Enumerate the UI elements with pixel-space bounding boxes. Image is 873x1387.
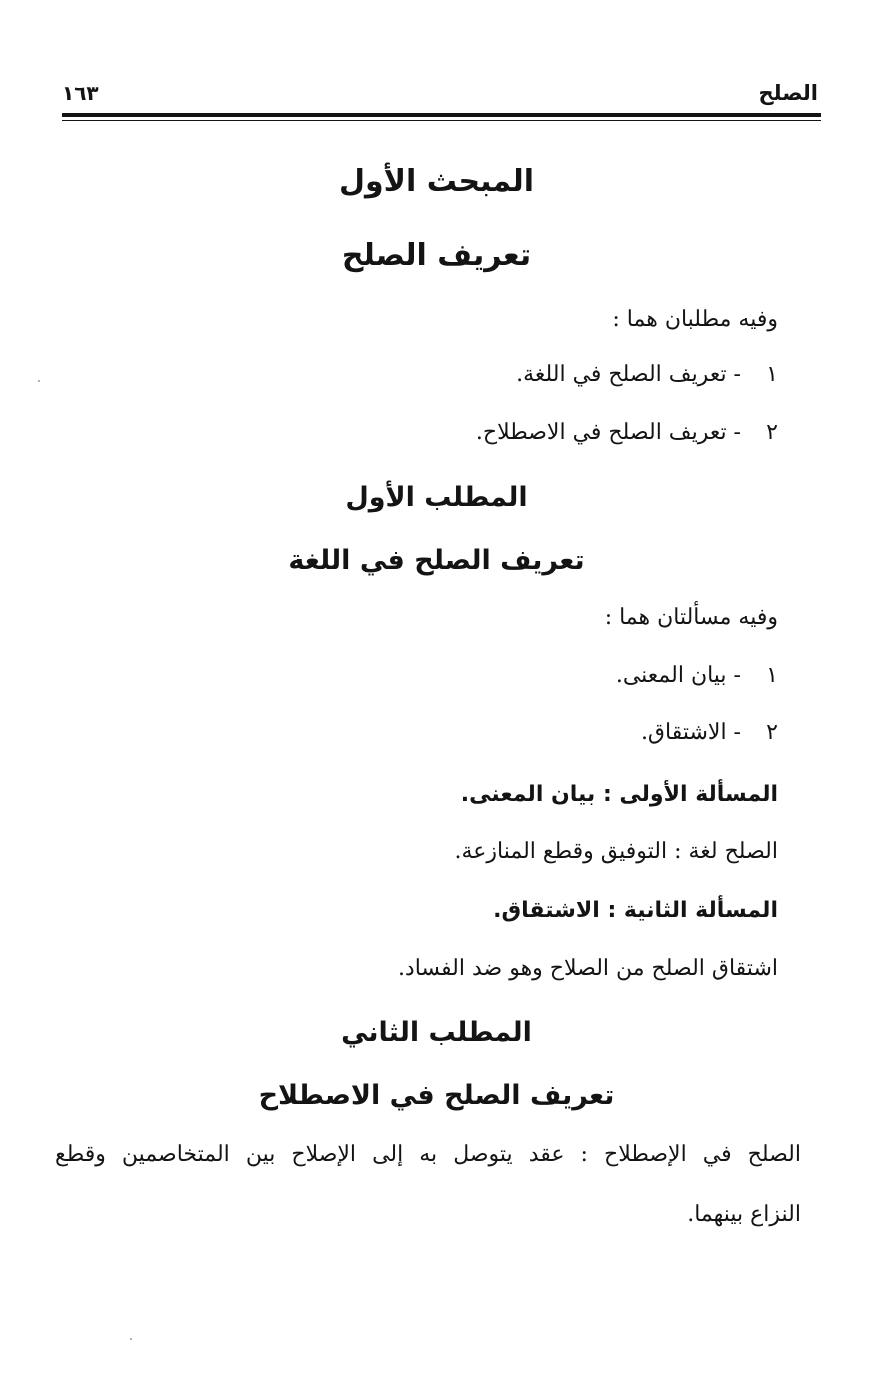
matlab1-subtitle: تعريف الصلح في اللغة [288,545,585,576]
list-item-number: ٢ [766,420,778,445]
page-number: ١٦٣ [62,81,99,105]
masala1-heading: المسألة الأولى : بيان المعنى. [460,782,778,807]
masala2-heading: المسألة الثانية : الاشتقاق. [493,898,778,923]
list-item-text: - الاشتقاق. [640,720,741,745]
list-item-text: - تعريف الصلح في اللغة. [516,362,741,387]
definition-line-1: الصلح في الإصطلاح : عقد يتوصل به إلى الإصلاح بين المتخاصمين وقطع [55,1142,801,1167]
matlab1-intro: وفيه مسألتان هما : [604,605,778,630]
definition-line-2: النزاع بينهما. [687,1202,801,1227]
masala1-text: الصلح لغة : التوفيق وقطع المنازعة. [454,839,778,864]
scan-speck [130,1338,132,1340]
matlab1-title: المطلب الأول [345,482,528,513]
section-title: المبحث الأول [338,164,535,199]
list-item [476,416,778,450]
list-item [641,716,778,750]
header-rule-thick [62,113,821,117]
list-item [616,659,778,693]
list-item-number: ١ [766,362,778,387]
scan-speck [38,380,40,382]
running-header-title: الصلح [758,81,818,105]
list-item-number: ٢ [766,720,778,745]
masala2-text: اشتقاق الصلح من الصلاح وهو ضد الفساد. [397,956,778,981]
list-item-text: - بيان المعنى. [615,663,741,688]
section-intro: وفيه مطلبان هما : [612,307,778,332]
list-item-text: - تعريف الصلح في الاصطلاح. [475,420,741,445]
list-item [516,358,778,392]
matlab2-title: المطلب الثاني [341,1017,532,1048]
running-header [62,78,818,112]
matlab2-subtitle: تعريف الصلح في الاصطلاح [258,1080,615,1111]
list-item-number: ١ [766,663,778,688]
section-subtitle: تعريف الصلح [341,238,532,273]
header-rule-thin [62,120,821,121]
